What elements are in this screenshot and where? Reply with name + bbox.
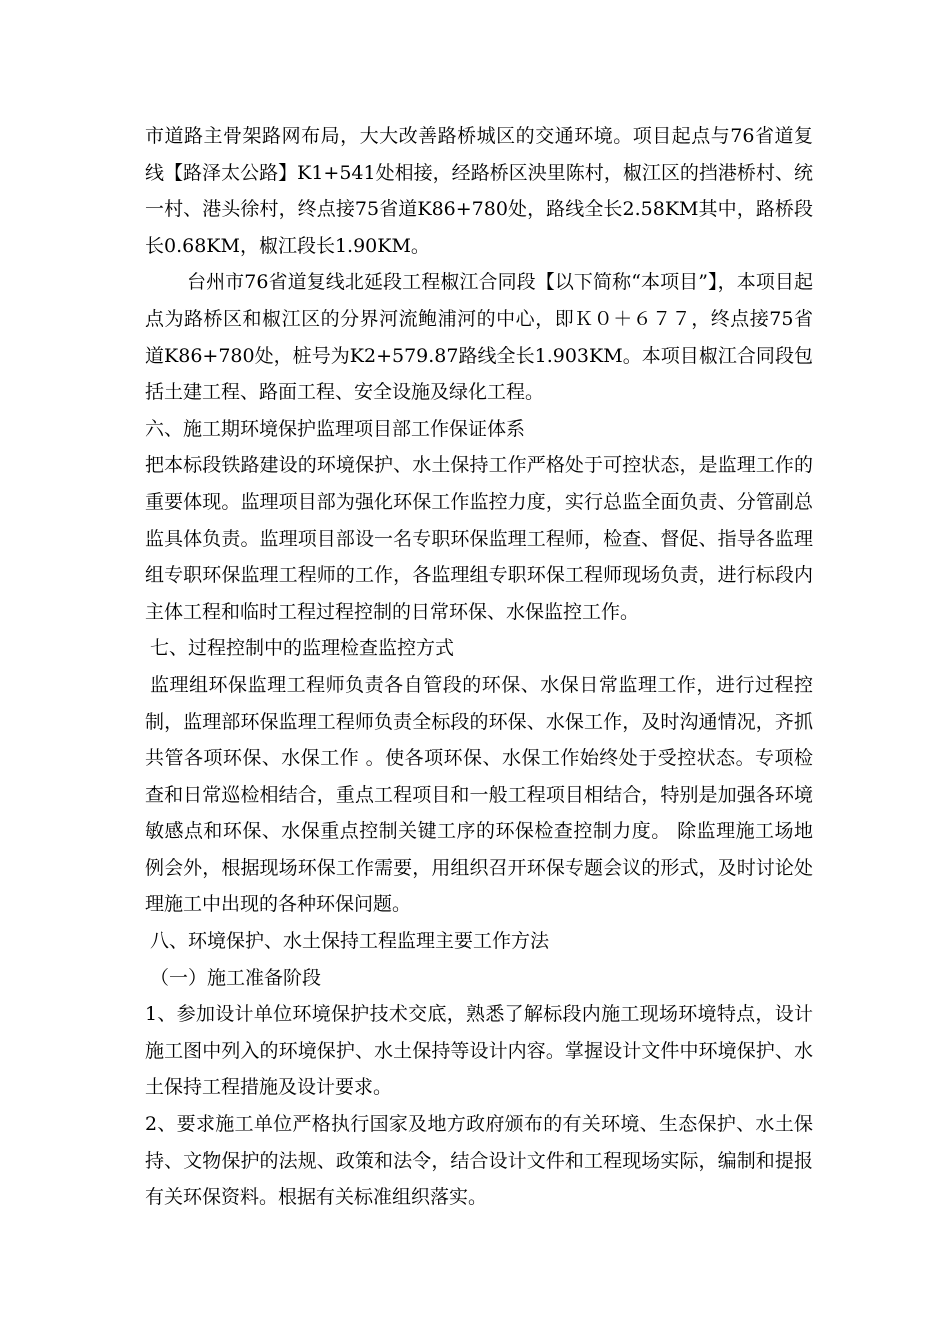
heading-subsection-1: （一）施工准备阶段 [150,966,322,989]
paragraph-project-overview: 市道路主骨架路网布局，大大改善路桥城区的交通环境。项目起点与76省道复线【路泽太公路】K1+541处相接，经路桥区泱里陈村，椒江区的挡港桥村、统一村、港头徐村，终点接75省道K86+780处，路线全长2.58KM其中，路桥段长0.68KM，椒江段长1.90KM。 [145,125,813,257]
heading-section-6: 六、施工期环境保护监理项目部工作保证体系 [145,417,526,440]
heading-section-7: 七、过程控制中的监理检查监控方式 [150,637,455,660]
paragraph-item-2: 2、要求施工单位严格执行国家及地方政府颁布的有关环境、生态保护、水土保持、文物保护的法规、政策和法令，结合设计文件和工程现场实际，编制和提报有关环保资料。根据有关标准组织落实。 [145,1113,813,1209]
paragraph-section-7-body: 监理组环保监理工程师负责各自管段的环保、水保日常监理工作，进行过程控制，监理部环保监理工程师负责全标段的环保、水保工作，及时沟通情况，齐抓共管各项环保、水保工作 。使各项环保、水保工作始终处于受控状态。专项检查和日常巡检相结合，重点工程项目和一般工程项目相结合，特别是加强各环境敏感点和环保、水保重点控制关键工序的环保检查控制力度。 除监理施工场地例会外，根据现场环保工作需要，用组织召开环保专题会议的形式，及时讨论处理施工中出现的各种环保问题。 [145,673,813,916]
heading-section-8: 八、环境保护、水土保持工程监理主要工作方法 [150,930,550,953]
paragraph-section-6-body: 把本标段铁路建设的环境保护、水土保持工作严格处于可控状态，是监理工作的重要体现。监理项目部为强化环保工作监控力度，实行总监全面负责、分管副总监具体负责。监理项目部设一名专职环保监理工程师，检查、督促、指导各监理组专职环保监理工程师的工作，各监理组专职环保工程师现场负责，进行标段内主体工程和临时工程过程控制的日常环保、水保监控工作。 [145,454,813,623]
document-body [145,118,813,1216]
paragraph-item-1: 1、参加设计单位环境保护技术交底，熟悉了解标段内施工现场环境特点，设计施工图中列入的环境保护、水土保持等设计内容。掌握设计文件中环境保护、水土保持工程措施及设计要求。 [145,1003,813,1099]
paragraph-project-scope: 台州市76省道复线北延段工程椒江合同段【以下简称“本项目”】，本项目起点为路桥区和椒江区的分界河流鲍浦河的中心，即Ｋ０＋６７７，终点接75省道K86+780处，桩号为K2+579.87路线全长1.903KM。本项目椒江合同段包括土建工程、路面工程、安全设施及绿化工程。 [145,271,813,404]
